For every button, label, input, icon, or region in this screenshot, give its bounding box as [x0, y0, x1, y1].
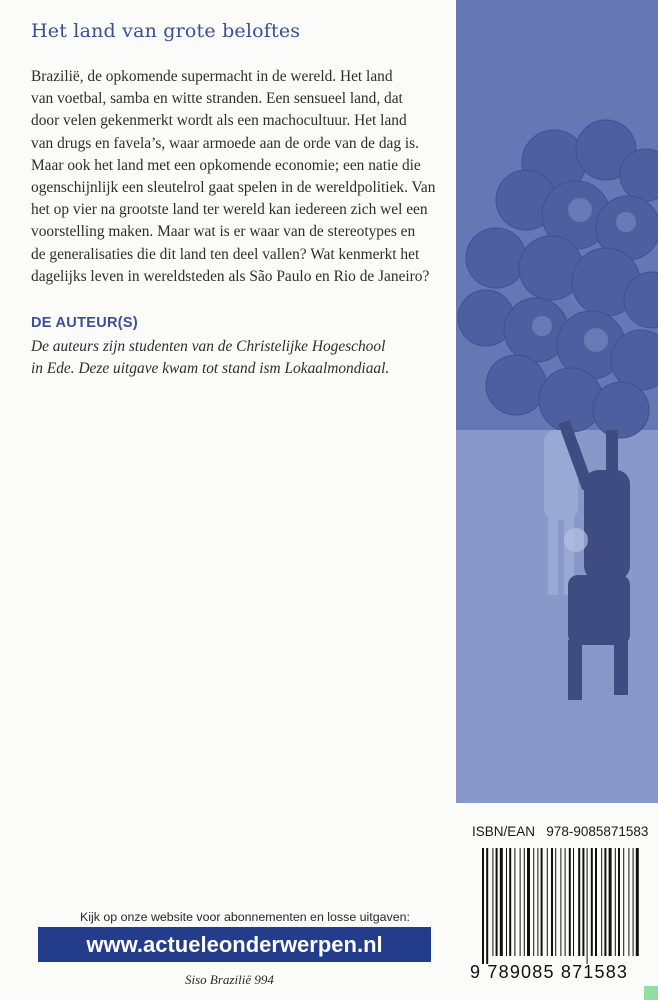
- barcode-bar: [524, 848, 525, 956]
- barcode-bar: [547, 848, 548, 956]
- barcode-bar: [628, 848, 629, 956]
- website-url: www.actueleonderwerpen.nl: [86, 931, 383, 957]
- barcode-bar: [496, 848, 498, 956]
- barcode-bar: [618, 848, 620, 956]
- barcode-bars: [470, 848, 648, 968]
- barcode-bar: [482, 848, 484, 964]
- barcode-bar: [533, 848, 534, 956]
- barcode-bar: [541, 848, 543, 956]
- barcode-bar: [555, 848, 556, 956]
- website-url-banner: [38, 927, 431, 962]
- barcode-bar: [506, 848, 507, 956]
- barcode-bar: [565, 848, 566, 956]
- barcode-bar: [582, 848, 584, 956]
- author-heading: DE AUTEUR(S): [31, 315, 138, 331]
- siso-classification: Siso Brazilië 994: [185, 972, 274, 987]
- barcode-bar: [587, 848, 588, 964]
- barcode-bar: [615, 848, 616, 956]
- barcode-digits: 9 789085 871583: [470, 962, 629, 982]
- barcode-bar: [537, 848, 538, 956]
- barcode-bar: [633, 848, 634, 956]
- barcode-bar: [623, 848, 624, 956]
- barcode-bar: [560, 848, 561, 956]
- barcode-bar: [601, 848, 602, 956]
- isbn-number: 978-9085871583: [546, 824, 649, 839]
- isbn-label: [472, 824, 648, 839]
- barcode-bar: [591, 848, 593, 956]
- barcode-bar: [573, 848, 574, 956]
- barcode-bar: [578, 848, 580, 956]
- barcode-bar: [527, 848, 530, 956]
- barcode-bar: [520, 848, 521, 956]
- barcode-bar: [551, 848, 553, 956]
- barcode-bar: [500, 848, 503, 956]
- cover-title: Het land van grote beloftes: [31, 20, 301, 42]
- blurb-text: Brazilië, de opkomende supermacht in de wereld. Het land van voetbal, samba en witte stranden. Een sensueel land, dat door velen gekenmerkt wordt als een machocultuur. Het land van drugs en favela’s, waar armoede aan de orde van de dag is. Maar ook het land met een opkomende economie; een natie die ogenschijnlijk een sleutelrol gaat spelen in de wereldpolitiek. Van het op vier na grootste land ter wereld kan iedereen zich wel een voorstelling maken. Maar wat is er waar van de stereotypes en de generalisaties die dit land ten deel vallen? Wat kenmerkt het dagelijks leven in wereldsteden als São Paulo en Rio de Janeiro?: [31, 68, 436, 285]
- barcode-bar: [595, 848, 597, 956]
- barcode-bar: [492, 848, 493, 956]
- isbn-label-text: ISBN/EAN: [472, 824, 536, 839]
- barcode-bar: [509, 848, 511, 956]
- website-promo-text: Kijk op onze website voor abonnementen en losse uitgaven:: [80, 910, 410, 924]
- barcode-block: [470, 822, 648, 992]
- photo-illustration: [456, 0, 658, 803]
- barcode-bar: [486, 848, 488, 964]
- corner-tab: [644, 986, 658, 1000]
- barcode-bar: [636, 848, 639, 956]
- barcode-bar: [569, 848, 571, 956]
- barcode-bar: [514, 848, 515, 956]
- author-text: De auteurs zijn studenten van de Christelijke Hogeschool in Ede. Deze uitgave kwam tot stand ism Lokaalmondiaal.: [31, 338, 390, 378]
- barcode-bar: [609, 848, 612, 956]
- cover-photo-balloon-seller: [456, 0, 658, 803]
- barcode-bar: [604, 848, 606, 956]
